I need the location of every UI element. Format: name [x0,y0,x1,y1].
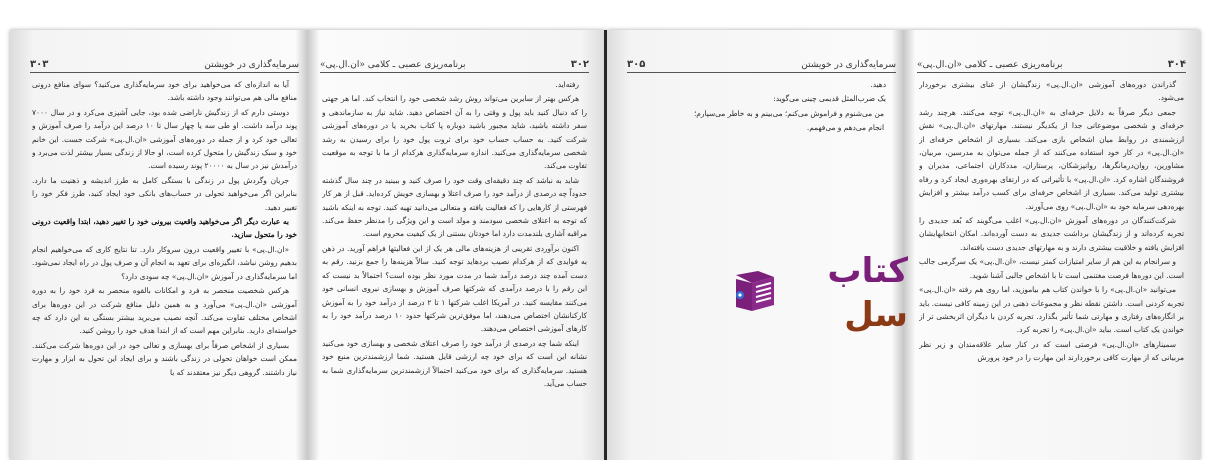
page-body [322,78,587,460]
paragraph: یک ضرب‌المثل قدیمی چینی می‌گوید: [773,94,886,104]
proverb-line: انجام می‌دهم و می‌فهمم. [806,123,884,133]
paragraph: اکنون برآوردی تقریبی از هزینه‌های مالی هر یک از این فعالیتها فراهم آورید. در ذهن به فوایدی که از هرکدام نصیب بردهاید توجه کنید. سالاً هزینه‌ها را جمع بزنید. رقم به دست آمده چند درصد درآمد شما در مدت مورد نظر بوده است؟ احتمالاً بد نیست که این رقم را با درصد درآمدی که شرکتها صرف آموزش و بهسازی نیروی انسانی خود می‌کنند مقایسه کنید. در آمریکا اغلب شرکتها ۱ تا ۲ درصد از درآمد خود را به آموزش کارکنانشان اختصاص می‌دهند، اما موفق‌ترین شرکتها حدود ۱۰ درصد درآمد خود را به کارهای آموزشی اختصاص می‌دهند. [322,243,587,334]
paragraph: جمعی دیگر صرفاً به دلایل حرفه‌ای به «ان.ال.پی» توجه می‌کنند. هرچند رشد حرفه‌ای و شخصی موضوعاتی جدا از یکدیگر نیستند. مهارتهای «ان.ال.پی» نقش ارزشمندی در روابط میان اشخاص بازی می‌کند. بسیاری از اشخاص حرفه‌ای از «ان.ال.پی» در کار خود استفاده می‌کنند که از جمله می‌توان به مدرسین، مربیان، مشاورین، روان‌درمانگرها، روانپزشکان، پرستاران، مددکاران اجتماعی، مدیران و فروشندگان اشاره کرد. «ان.ال.پی» با تأثیراتی که در ارتقای بهره‌وری ایجاد کرد و رفاه بیشتری تولید می‌کند. بسیاری از اشخاص حرفه‌ای برای کسب درآمد بیشتر و افزایش بهره‌دهی سرمایه خود به «ان.ال.پی» روی می‌آورند. [919,107,1184,211]
page-number: ۳۰۵ [627,59,646,70]
paragraph: و سرانجام به این هم از سایر امتیازات کمتر نیست، «ان.ال.پی» یک سرگرمی جالب است. این دوره‌ها فرصت مغتنمی است تا با اشخاص جالبی آشنا شوید. [919,257,1184,280]
paragraph: سمینارهای «ان.ال.پی» فرصتی است که در کنار سایر علاقه‌مندان و زیر نظر مربیانی که از مهارت کافی برخوردارند این مهارت را در خود پرورش [919,339,1184,363]
page-305 [619,30,904,460]
paragraph: دهید. [870,80,886,89]
page-302 [312,30,597,460]
paragraph: شاید به نباشد که چند دقیقه‌ای وقت خود را صرف کنید و ببینید در چند سال گذشته حدوداً چه درصدی از درآمد خود را صرف اعتلا و بهسازی خویش کرده‌اید. قبل از هر کار فهرستی از کارهایی را که فعالیت یافته و متعالی می‌دانید تهیه کنید. توجه به اینکه باشید که توجه به اعتلای شخصی سودمند و مولد است و این ویژگی را مدنظر حفظ می‌کند. مراقبه آشاری بلندمدت دارد اما خودتان بستنی از یک کیفیت محروم است. [322,175,587,239]
page-303 [22,30,307,460]
paragraph: جریان وگردش پول در زندگی با بستگی کامل به طرز اندیشه و ذهنیت ما دارد. بنابراین اگر می‌خواهید تحولی در حساب‌های بانکی خود ایجاد کنید، طرز فکر خود را تغییر دهید. [32,175,297,212]
watermark-text-accent: سل [844,295,908,335]
page-number: ۳۰۳ [30,59,49,70]
book-spread-left [10,30,605,460]
watermark-text [778,249,908,337]
page-body [32,78,297,460]
page-304 [909,30,1194,460]
paragraph: هرکس بهتر از سایرین می‌تواند روش رشد شخصی خود را انتخاب کند. اما هر جهتی را که دنبال کنید باید پول و وقتی را به آن اختصاص دهید. شاید نیاز به سازماندهی و سفر داشته باشید، شاید مجبور باشید دوباره پا کتاب بخرید یا در دوره‌های آموزشی شرکت کنید. به حساب‌ حساب خود برای ثروت پول خود را برای رسیدن به رشد شخصی سرمایه‌گذاری می‌کنید. اندازه سرمایه‌گذاری هرکدام از ما با توجه به موقعیت تفاوت می‌کند. [322,94,587,171]
paragraph: بسیاری از اشخاص صرفاً برای بهسازی و تعالی خود در این دوره‌ها شرکت می‌کنند. ممکن است خواهان تحولی در زندگی باشند و برای ایجاد این تحول به ابزار و مهارت نیاز داشتند. گروهی دیگر نیز معتقدند که با [32,340,297,377]
paragraph: هرکس شخصیت منحصر به فرد و امکانات بالقوه منحصر به فرد خود را به دوره آموزشی «ان.ال.پی» می‌آورد و به همین دلیل منافع شرکت در این دوره‌ها برای اشخاص مختلف تفاوت می‌کند. آنچه نصیب می‌برید بیشتر بستگی به این دارد که چه خواسته‌ای دارید. بنابراین مهم است که از ابتدا هدف خود را روشن کنید. [32,286,297,336]
paragraph: رفته‌اید. [555,80,579,89]
running-head-title: سرمایه‌گذاری در خویشتن [801,60,896,70]
watermark-logo [724,251,908,335]
running-head-title: برنامه‌ریزی عصبی ـ کلامی «ان.ال.پی» [917,60,1063,70]
book-spread-right [607,30,1200,460]
running-head-title: برنامه‌ریزی عصبی ـ کلامی «ان.ال.پی» [320,60,466,70]
paragraph: دوستی دارم که از زندگیش ناراضی شده بود، جایی آشپزی می‌کرد و در سال ۷۰۰۰ پوند درآمد داشت. او طی سه یا چهار سال تا ۱۰ درصد این درآمد را صرف آموزش و تعالی خود کرد و از جمله در دوره‌های آموزشی «ان.ال.پی» شرکت جست. این خانم خود و سبک زندگیش را متحول کرده است، او حالا از زندگی بسیار بیشتر لذت می‌برد و درآمدش نیز در سال به ۲۰۰۰۰ پوند رسیده است. [32,107,297,171]
watermark-text-main: کتاب [827,251,908,291]
paragraph: شرکت‌کنندگان در دوره‌های آموزش «ان.ال.پی» اغلب می‌گویند که بُعد جدیدی را تجربه کرده‌اند و از زندگیشان برداشت جدیدی به دست آورده‌اند. امکان انتخابهایشان افزایش یافته و خلاقیت بیشتری دارند و به مهارتهای جدیدی دست یافته‌اند. [919,216,1184,252]
paragraph: آیا به اندازه‌ای که می‌خواهید برای خود سرمایه‌گذاری می‌کنید؟ سوای منافع درونی منافع مالی هم می‌توانند وجود داشته باشد. [32,80,297,103]
page-number: ۳۰۴ [1167,59,1186,70]
paragraph: گذراندن دوره‌های آموزشی «ان.ال.پی» زندگیشان از غنای بیشتری برخوردار می‌شود. [919,80,1184,103]
proverb-line: من می‌شنوم و فراموش می‌کنم؛ می‌بینم و به خاطر می‌سپارم؛ [693,108,884,118]
paragraph: اینکه شما چه درصدی از درآمد خود را صرف اعتلای شخصی و بهسازی خود می‌کنید نشانه این است که برای خود چه ارزشی قایل هستید. شما ارزشمندترین منبع خود هستید. سرمایه‌گذاری که برای خود می‌کنید احتمالاً ارزشمندترین سرمایه‌گذاری شما به حساب می‌آید. [322,338,587,388]
running-head [627,54,896,73]
running-head [320,54,589,73]
paragraph: «ان.ال.پی» با تغییر واقعیت درون سروکار دارد. تنا نتایج کاری که می‌خواهیم انجام بدهیم روشن نباشد، انگیزه‌ای برای تعهد به انجام آن و صرف پول در راه ایجاد نمی‌شود. اما سرمایه‌گذاری در آموزش «ان.ال.پی» چه سودی دارد؟ [32,244,297,281]
paragraph-bold: به عبارت دیگر اگر می‌خواهید واقعیت بیرونی خود را تغییر دهید، ابتدا واقعیت درونی خود را متحول سازید. [32,217,297,240]
book-stack-icon [732,269,778,317]
paragraph: می‌توانید «ان.ال.پی» را با خواندن کتاب هم بیاموزید، اما روی هم رفته «ان.ال.پی» تجربه کردنی است. داشتن نقطه نظر و مجموعات ذهنی در این زمینه کافی نیست. باید بر انگاره‌های رفتاری و مهارتی شما تأثیر بگذارد. تجربه کردن با دیگران اثربخشی تر از خواندن یک کتاب است. بباید «ان.ال.پی» را تجربه کرد. [919,285,1184,335]
page-body [919,78,1184,460]
running-head [917,54,1186,73]
page-number: ۳۰۲ [570,59,589,70]
running-head-title: سرمایه‌گذاری در خویشتن [204,60,299,70]
running-head [30,54,299,73]
